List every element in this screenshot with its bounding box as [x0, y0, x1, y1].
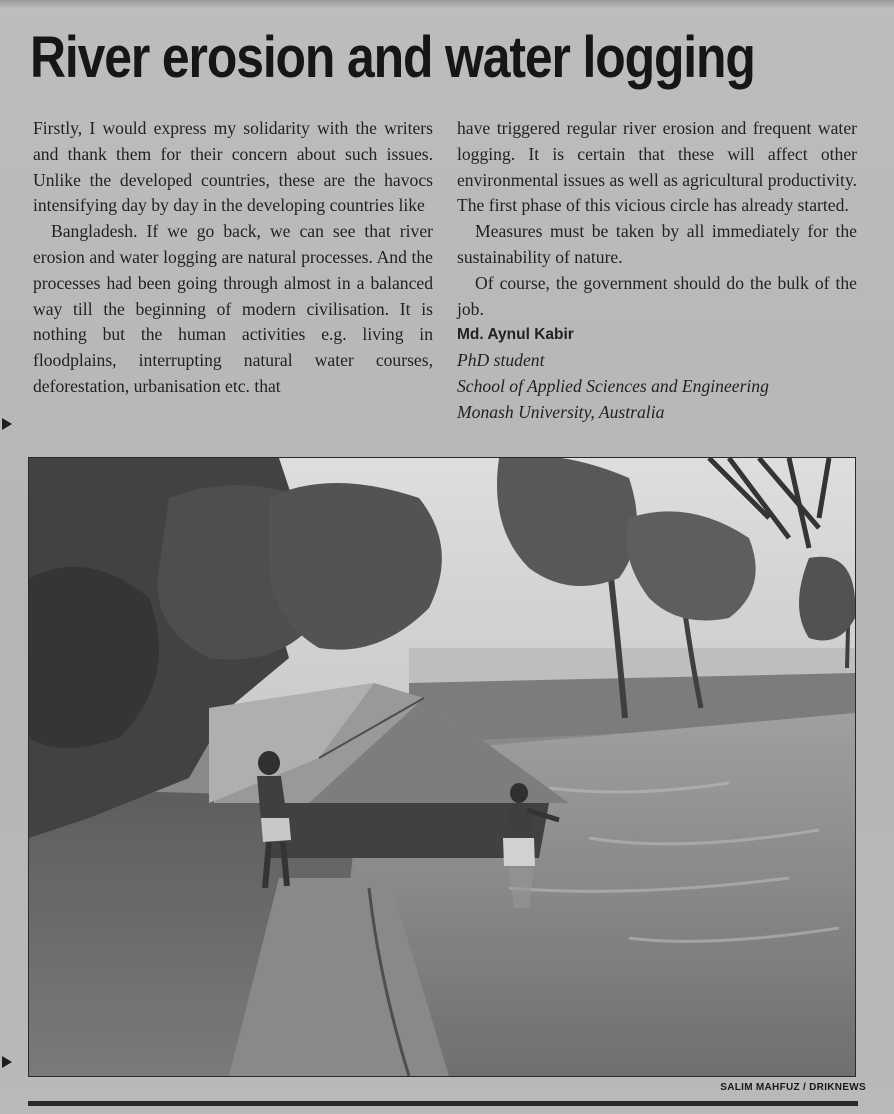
article-column-left — [33, 116, 433, 400]
paragraph-4: Measures must be taken by all immediately for the sustainability of nature. — [457, 221, 857, 267]
top-edge — [0, 0, 894, 8]
news-photo — [28, 457, 856, 1077]
article-headline: River erosion and water logging — [30, 25, 755, 90]
signature-school: School of Applied Sciences and Engineering — [457, 375, 769, 396]
article-column-right — [457, 116, 857, 426]
photo-credit: SALIM MAHFUZ / DRIKNEWS — [720, 1082, 866, 1093]
signature-title: PhD student — [457, 350, 545, 371]
signature-name: Md. Aynul Kabir — [457, 326, 574, 344]
signature-university: Monash University, Australia — [457, 401, 665, 422]
margin-mark-icon — [2, 418, 12, 430]
margin-mark-icon — [2, 1056, 12, 1068]
bottom-rule — [28, 1101, 858, 1106]
paragraph-1: Firstly, I would express my solidarity with the writers and thank them for their concern about such issues. Unlike the developed countries, these are the havocs intensifying day by day in the developing countries like — [33, 118, 433, 216]
paragraph-5: Of course, the government should do the bulk of the job. — [457, 272, 857, 319]
paragraph-2: Bangladesh. If we go back, we can see that river erosion and water logging are natural processes. And the processes had been going through almost in a balanced way till the beginning of modern civilisation. It is nothing but the human activities e.g. living in floodplains, interrupting natural water courses, deforestation, urbanisation etc. that — [33, 221, 433, 396]
flooded-village-photo — [29, 458, 855, 1076]
paragraph-3: have triggered regular river erosion and frequent water logging. It is certain that these will affect other environmental issues as well as agricultural productivity. The first phase of this vicious circle has already started. — [457, 118, 857, 216]
